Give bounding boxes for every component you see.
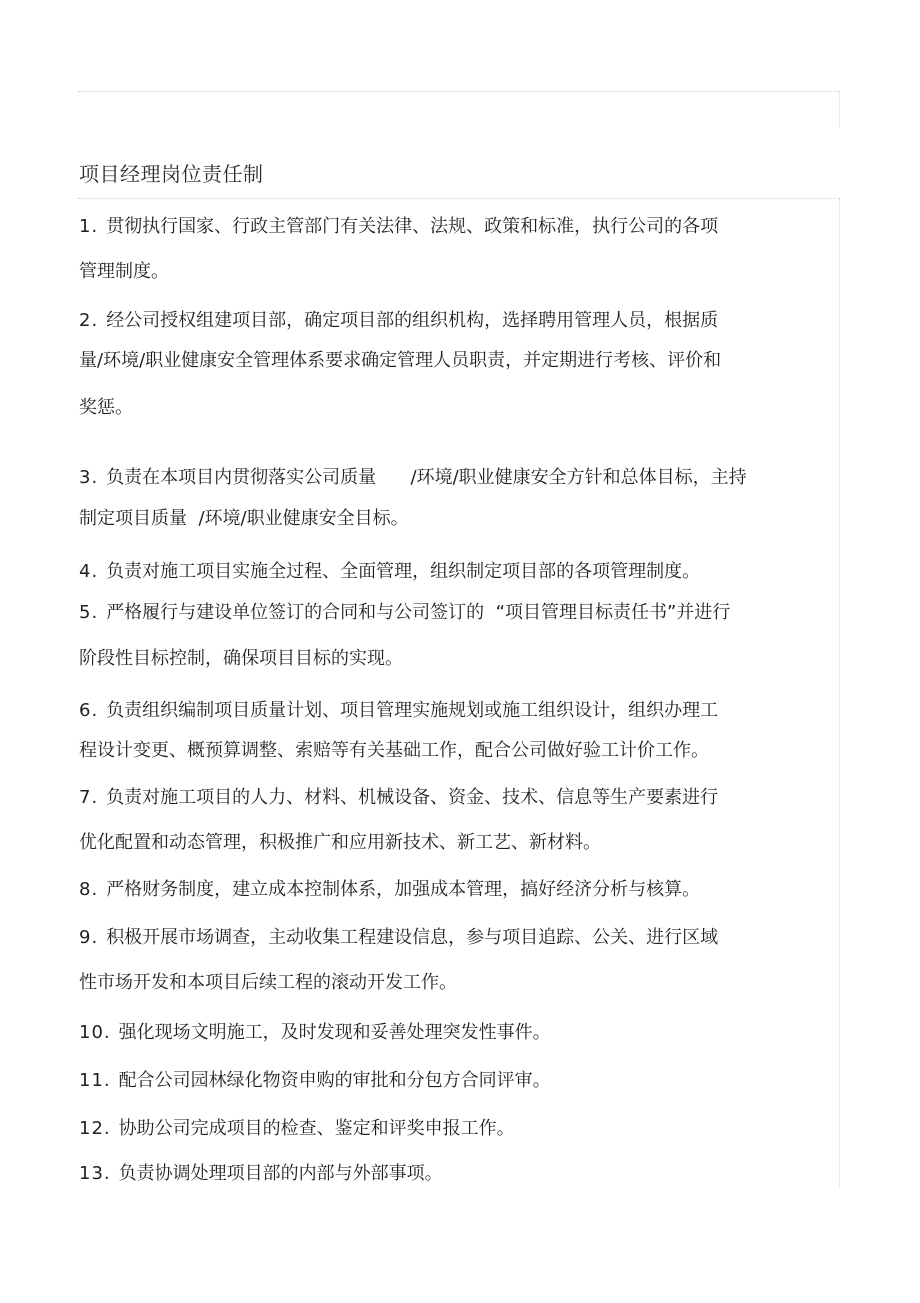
item-9	[79, 927, 718, 949]
item-text: 负责对施工项目的人力、材料、机械设备、资金、技术、信息等生产要素进行	[106, 787, 719, 808]
item-text: 负责组织编制项目质量计划、项目管理实施规划或施工组织设计，组织办理工	[106, 700, 719, 721]
item-1-cont: 管理制度。	[79, 261, 169, 282]
item-number: 2.	[79, 310, 99, 331]
item-number: 10.	[79, 1022, 111, 1043]
item-text: 经公司授权组建项目部，确定项目部的组织机构，选择聘用管理人员，根据质	[106, 310, 719, 331]
item-number: 3.	[79, 467, 99, 488]
item-number: 9.	[79, 927, 99, 948]
item-text: 配合公司园林绿化物资申购的审批和分包方合同评审。	[118, 1070, 551, 1091]
item-1	[79, 216, 718, 238]
item-3	[79, 467, 747, 489]
item-text: 严格履行与建设单位签订的合同和与公司签订的 “项目管理目标责任书”并进行	[106, 602, 731, 623]
item-number: 4.	[79, 561, 99, 582]
item-number: 12.	[79, 1118, 111, 1139]
item-6-cont: 程设计变更、概预算调整、索赔等有关基础工作，配合公司做好验工计价工作。	[79, 740, 709, 761]
item-number: 11.	[79, 1070, 111, 1091]
document-title: 项目经理岗位责任制	[79, 162, 264, 186]
item-text: 负责协调处理项目部的内部与外部事项。	[118, 1163, 443, 1184]
item-7-cont: 优化配置和动态管理，积极推广和应用新技术、新工艺、新材料。	[79, 832, 601, 853]
item-number: 7.	[79, 787, 99, 808]
item-number: 6.	[79, 700, 99, 721]
item-text: 负责对施工项目实施全过程、全面管理，组织制定项目部的各项管理制度。	[106, 561, 701, 582]
item-text: 协助公司完成项目的检查、鉴定和评奖申报工作。	[118, 1118, 515, 1139]
item-2-cont: 奖惩。	[79, 397, 133, 418]
item-2	[79, 310, 718, 332]
item-number: 1.	[79, 216, 99, 237]
item-number: 13.	[79, 1163, 111, 1184]
item-text: 强化现场文明施工，及时发现和妥善处理突发性事件。	[118, 1022, 551, 1043]
page-frame-top	[78, 91, 840, 127]
item-2-cont: 量/环境/职业健康安全管理体系要求确定管理人员职责，并定期进行考核、评价和	[79, 350, 722, 371]
item-10	[79, 1022, 551, 1044]
item-8	[79, 879, 700, 901]
item-9-cont: 性市场开发和本项目后续工程的滚动开发工作。	[79, 972, 457, 993]
item-3-cont: 制定项目质量 /环境/职业健康安全目标。	[79, 508, 409, 529]
item-text: 严格财务制度，建立成本控制体系，加强成本管理，搞好经济分析与核算。	[106, 879, 701, 900]
item-number: 8.	[79, 879, 99, 900]
item-text: 贯彻执行国家、行政主管部门有关法律、法规、政策和标准，执行公司的各项	[106, 216, 719, 237]
item-11	[79, 1070, 551, 1092]
item-5-cont: 阶段性目标控制，确保项目目标的实现。	[79, 648, 403, 669]
item-number: 5.	[79, 602, 99, 623]
item-4	[79, 561, 700, 583]
item-text: 负责在本项目内贯彻落实公司质量 /环境/职业健康安全方针和总体目标，主持	[106, 467, 747, 488]
item-text: 积极开展市场调查，主动收集工程建设信息，参与项目追踪、公关、进行区域	[106, 927, 719, 948]
item-5	[79, 602, 730, 624]
item-7	[79, 787, 718, 809]
item-12	[79, 1118, 515, 1140]
item-6	[79, 700, 718, 722]
item-13	[79, 1163, 443, 1185]
